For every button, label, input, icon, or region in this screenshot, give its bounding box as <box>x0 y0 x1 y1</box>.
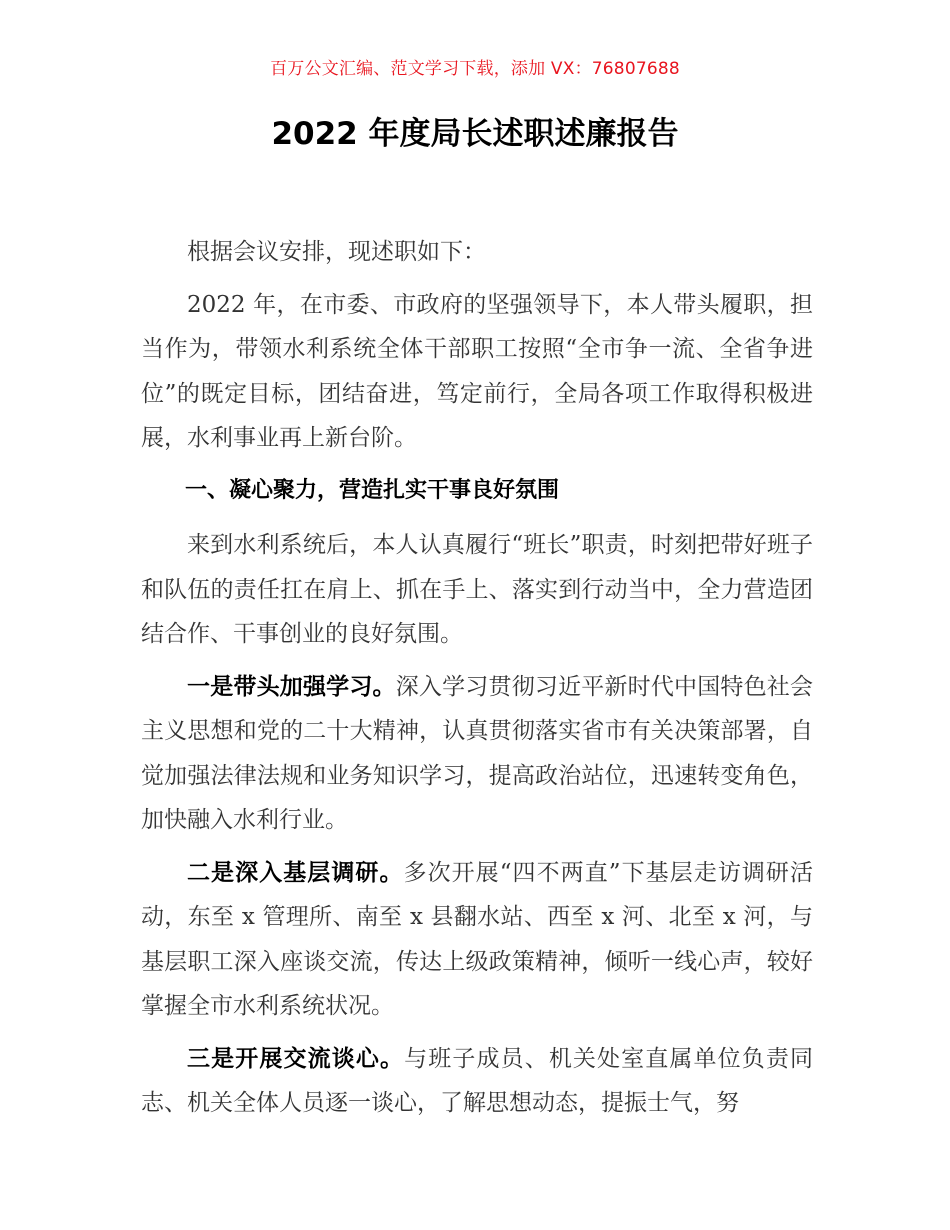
point-lead-1: 一是带头加强学习。 <box>187 673 396 700</box>
document-title: 2022 年度局长述职述廉报告 <box>271 116 679 152</box>
point-text-1: 深入学习贯彻习近平新时代中国特色社会主义思想和党的二十大精神，认真贯彻落实省市有关决策部署，自觉加强法律法规和业务知识学习，提高政治站位，迅速转变角色，加快融入水利行业。 <box>141 673 814 833</box>
point-text-2: 多次开展“四不两直”下基层走访调研活动，东至 x 管理所、南至 x 县翻水站、西至 x 河、北至 x 河，与基层职工深入座谈交流，传达上级政策精神，倾听一线心声，较好掌握全市水利系统状况。 <box>141 859 813 1019</box>
point-lead-3: 三是开展交流谈心。 <box>187 1045 405 1072</box>
point-lead-2: 二是深入基层调研。 <box>187 859 404 886</box>
section-heading-1: 一、凝心聚力，营造扎实干事良好氛围 <box>185 477 560 503</box>
paragraph-section-1-intro: 来到水利系统后，本人认真履行“班长”职责，时刻把带好班子和队伍的责任扛在肩上、抓在手上、落实到行动当中，全力营造团结合作、干事创业的良好氛围。 <box>141 532 813 647</box>
document-body <box>141 230 813 1134</box>
paragraph-point-2 <box>141 851 813 1029</box>
paragraph-point-1 <box>141 665 813 843</box>
watermark-banner: 百万公文汇编、范文学习下载，添加 VX：76807688 <box>270 59 680 79</box>
paragraph-intro: 根据会议安排，现述职如下： <box>187 239 486 265</box>
point-text-3: 与班子成员、机关处室直属单位负责同志、机关全体人员逐一谈心，了解思想动态，提振士气，努 <box>141 1045 814 1116</box>
paragraph-point-3 <box>141 1037 813 1126</box>
paragraph-overview: 2022 年，在市委、市政府的坚强领导下，本人带头履职，担当作为，带领水利系统全体干部职工按照“全市争一流、全省争进位”的既定目标，团结奋进，笃定前行，全局各项工作取得积极进展，水利事业再上新台阶。 <box>141 291 813 451</box>
